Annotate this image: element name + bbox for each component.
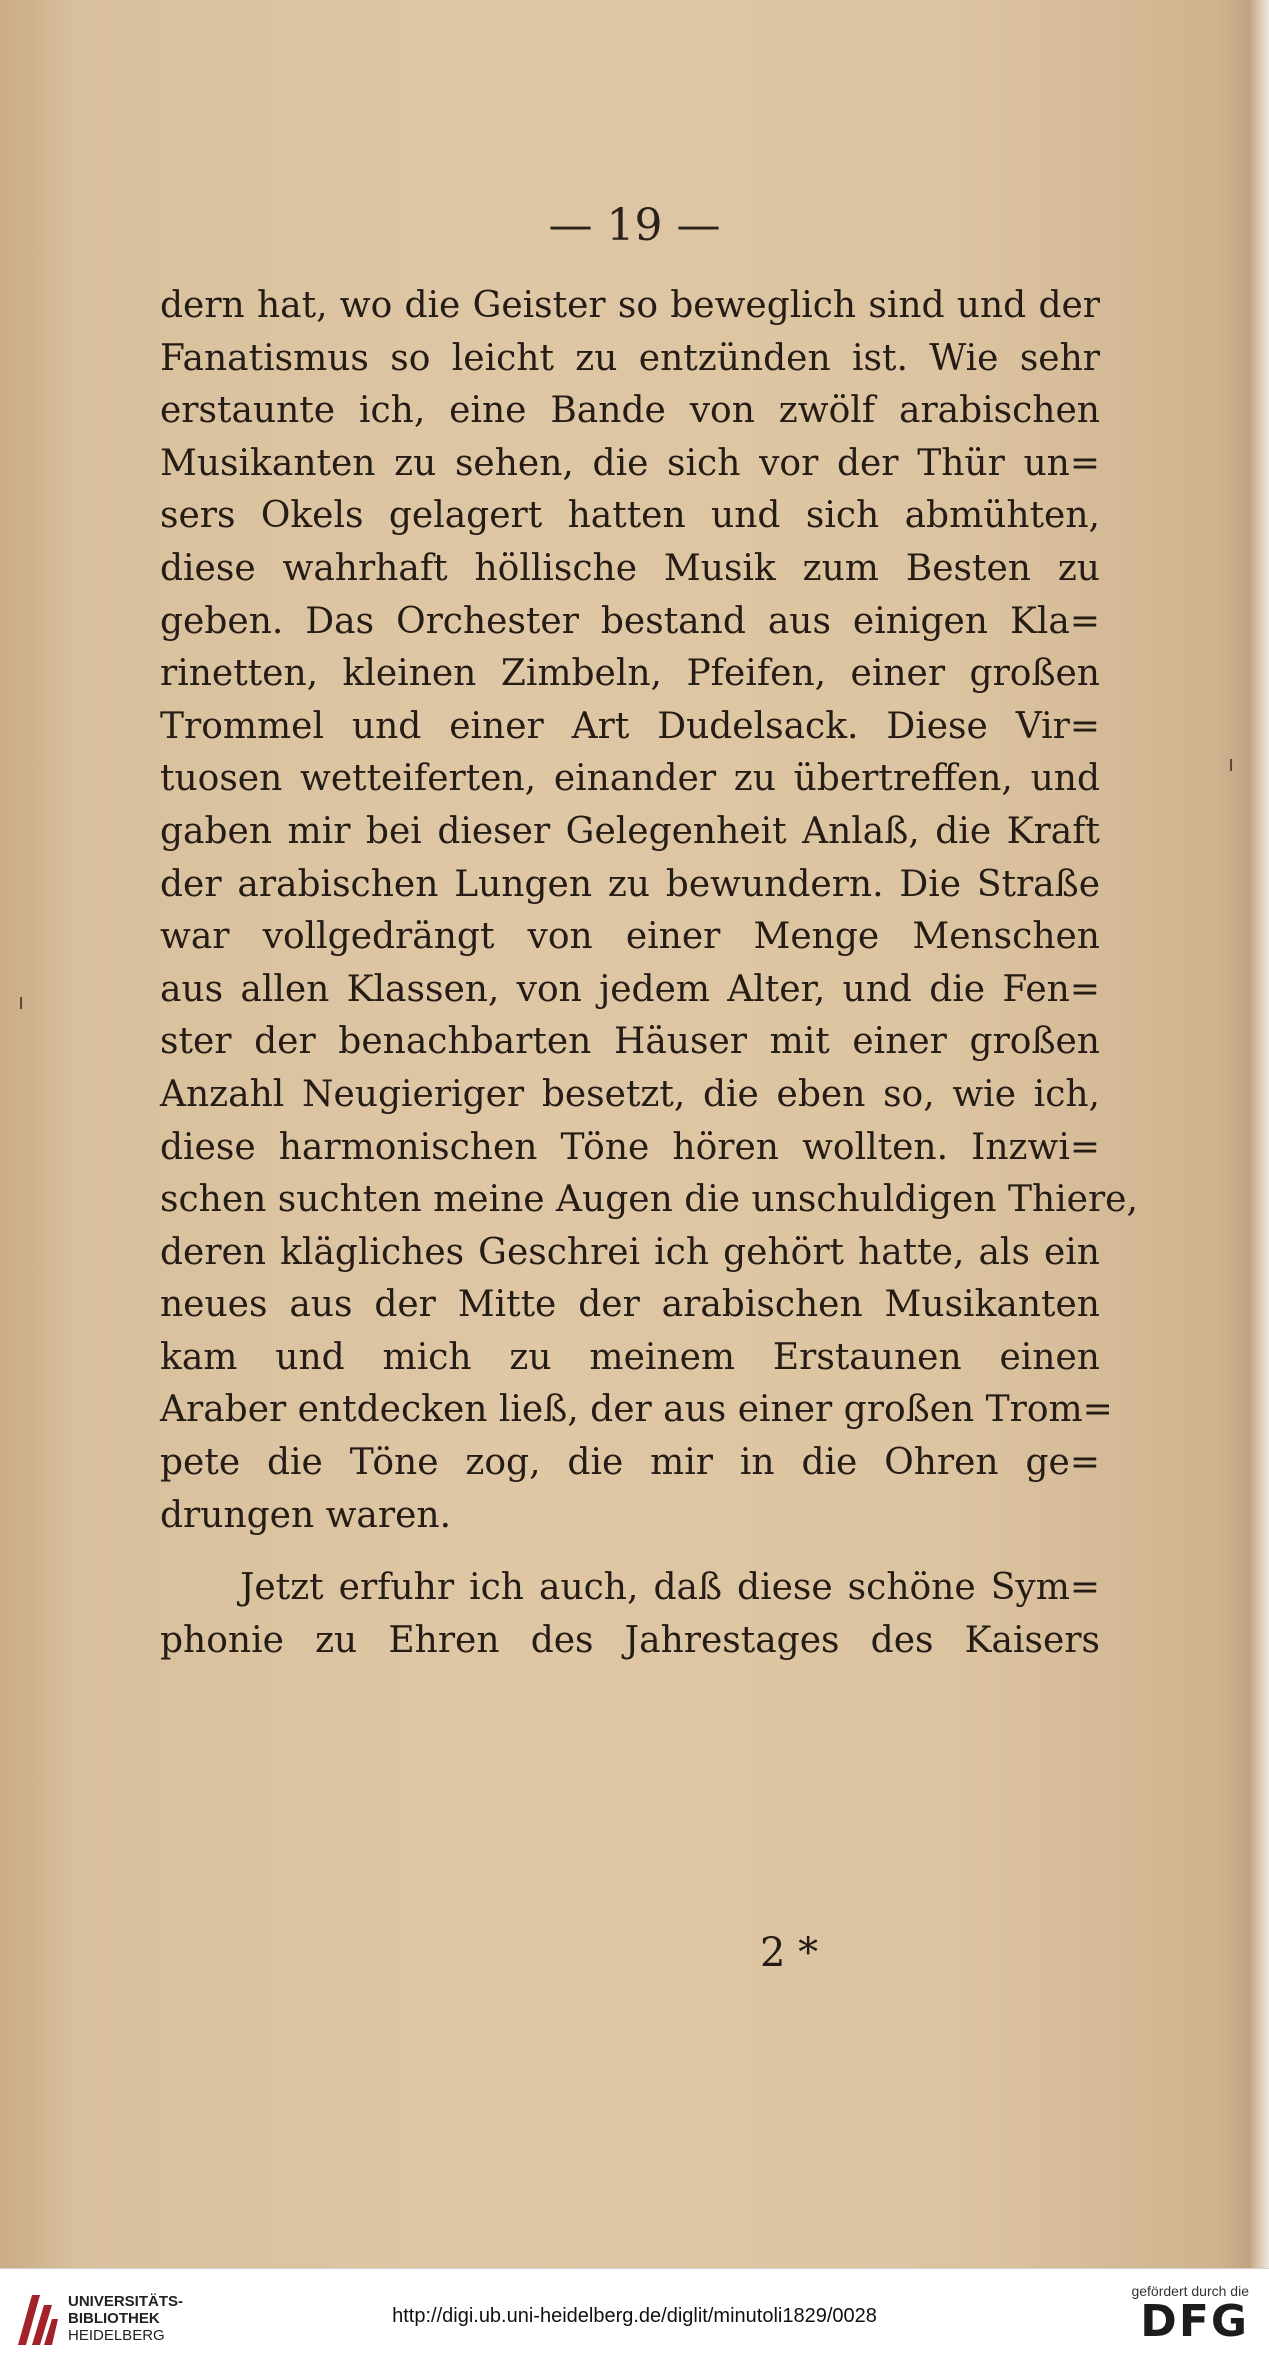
text-line: Musikanten zu sehen, die sich vor der Thür un=: [160, 442, 1100, 484]
scan-edge: [1251, 0, 1269, 2268]
text-line: rinetten, kleinen Zimbeln, Pfeifen, einer großen: [160, 653, 1100, 695]
text-line: schen suchten meine Augen die unschuldigen Thiere,: [160, 1179, 1138, 1221]
text-line: geben. Das Orchester bestand aus einigen Kla=: [160, 600, 1100, 642]
funder-logo[interactable]: [1131, 2283, 1249, 2345]
page-mark: ı: [1228, 752, 1235, 777]
library-name-line: BIBLIOTHEK: [68, 2310, 160, 2327]
text-line: drungen waren.: [160, 1494, 452, 1536]
library-name-line: HEIDELBERG: [68, 2327, 165, 2344]
text-line: tuosen wetteiferten, einander zu übertreffen, und: [160, 758, 1100, 800]
text-line: Anzahl Neugieriger besetzt, die eben so, wie ich,: [160, 1073, 1100, 1115]
signature-mark: 2 *: [760, 1930, 819, 1976]
dfg-logo: DFG: [1140, 2296, 1249, 2347]
text-line: diese wahrhaft höllische Musik zum Besten zu: [160, 547, 1100, 589]
funder-caption: gefördert durch die: [1131, 2283, 1249, 2299]
text-line: Trommel und einer Art Dudelsack. Diese Vir=: [160, 705, 1100, 747]
page-mark: ı: [18, 990, 25, 1015]
page-number: — 19 —: [548, 200, 721, 251]
text-line: pete die Töne zog, die mir in die Ohren ge=: [160, 1442, 1100, 1484]
text-line: neues aus der Mitte der arabischen Musikanten: [160, 1284, 1100, 1326]
text-line: aus allen Klassen, von jedem Alter, und die Fen=: [160, 968, 1100, 1010]
text-line: der arabischen Lungen zu bewundern. Die Straße: [160, 863, 1100, 905]
library-name-line: UNIVERSITÄTS-: [68, 2293, 184, 2310]
text-line: ster der benachbarten Häuser mit einer großen: [160, 1021, 1100, 1063]
text-line: Araber entdecken ließ, der aus einer großen Trom=: [160, 1389, 1113, 1431]
footer-bar: [0, 2268, 1269, 2366]
text-line: gaben mir bei dieser Gelegenheit Anlaß, die Kraft: [160, 810, 1100, 852]
source-url-link[interactable]: http://digi.ub.uni-heidelberg.de/diglit/minutoli1829/0028: [392, 2305, 877, 2327]
text-line: diese harmonischen Töne hören wollten. Inzwi=: [160, 1126, 1100, 1168]
text-line: phonie zu Ehren des Jahrestages des Kaisers: [160, 1619, 1100, 1661]
text-line: kam und mich zu meinem Erstaunen einen: [160, 1336, 1100, 1378]
text-line: war vollgedrängt von einer Menge Menschen: [160, 916, 1100, 958]
text-line: Jetzt erfuhr ich auch, daß diese schöne Sym=: [240, 1567, 1100, 1609]
text-line: deren klägliches Geschrei ich gehört hatte, als ein: [160, 1231, 1100, 1273]
text-line: sers Okels gelagert hatten und sich abmühten,: [160, 495, 1100, 537]
text-line: erstaunte ich, eine Bande von zwölf arabischen: [160, 390, 1100, 432]
body-text: [160, 280, 1138, 1667]
text-line: dern hat, wo die Geister so beweglich sind und der: [160, 285, 1100, 326]
text-line: Fanatismus so leicht zu entzünden ist. Wie sehr: [160, 337, 1100, 379]
